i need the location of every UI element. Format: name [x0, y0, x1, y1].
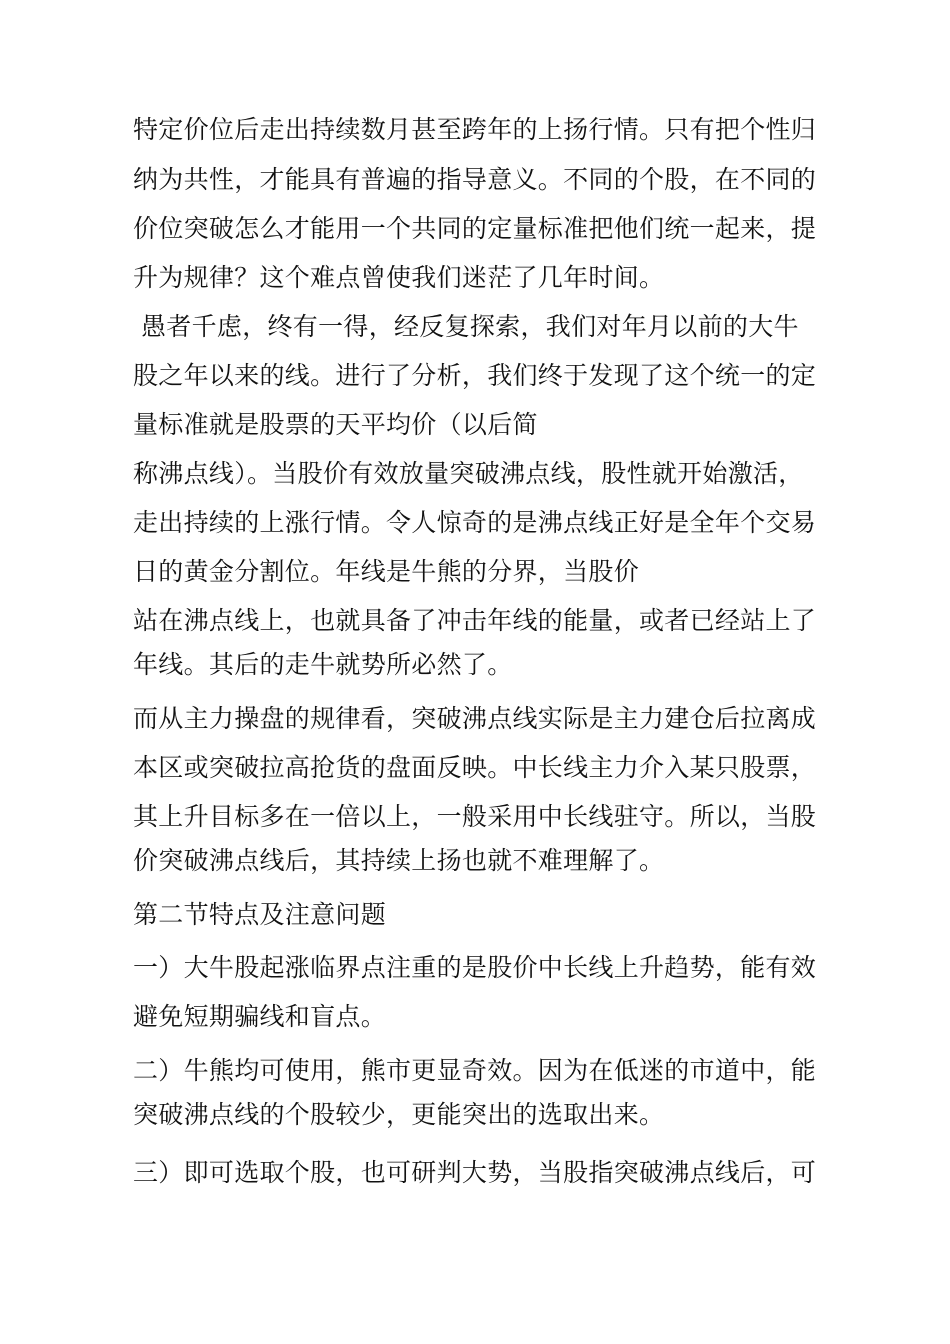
text-line: 价位突破怎么才能用一个共同的定量标准把他们统一起来，提 [133, 214, 817, 243]
text-line: 避免短期骗线和盲点。 [133, 1002, 387, 1031]
text-line: 量标准就是股票的天平均价（以后简 [133, 410, 538, 439]
text-line: 价突破沸点线后，其持续上扬也就不难理解了。 [133, 846, 665, 875]
text-line: 突破沸点线的个股较少，更能突出的选取出来。 [133, 1100, 665, 1129]
text-line: 升为规律？这个难点曾使我们迷茫了几年时间。 [133, 263, 665, 292]
text-line: 走出持续的上涨行情。令人惊奇的是沸点线正好是全年个交易 [133, 508, 817, 537]
text-line: 而从主力操盘的规律看，突破沸点线实际是主力建仓后拉离成 [133, 704, 817, 733]
text-line: 愚者千虑，终有一得，经反复探索，我们对年月以前的大牛 [141, 312, 799, 341]
text-line: 纳为共性，才能具有普遍的指导意义。不同的个股，在不同的 [133, 165, 817, 194]
text-line: 日的黄金分割位。年线是牛熊的分界，当股价 [133, 557, 640, 586]
text-line: 一）大牛股起涨临界点注重的是股价中长线上升趋势，能有效 [133, 953, 817, 982]
text-line: 本区或突破拉高抢货的盘面反映。中长线主力介入某只股票， [133, 753, 817, 782]
text-line: 其上升目标多在一倍以上，一般采用中长线驻守。所以，当股 [133, 802, 817, 831]
text-line: 股之年以来的线。进行了分析，我们终于发现了这个统一的定 [133, 361, 817, 390]
text-line: 特定价位后走出持续数月甚至跨年的上扬行情。只有把个性归 [133, 115, 817, 144]
text-line: 二）牛熊均可使用，熊市更显奇效。因为在低迷的市道中，能 [133, 1056, 817, 1085]
text-line: 三）即可选取个股，也可研判大势，当股指突破沸点线后，可 [133, 1158, 817, 1187]
text-line: 称沸点线）。当股价有效放量突破沸点线，股性就开始激活， [133, 459, 804, 488]
text-line: 年线。其后的走牛就势所必然了。 [133, 650, 513, 679]
section-heading: 第二节特点及注意问题 [133, 900, 387, 929]
text-line: 站在沸点线上，也就具备了冲击年线的能量，或者已经站上了 [133, 606, 817, 635]
